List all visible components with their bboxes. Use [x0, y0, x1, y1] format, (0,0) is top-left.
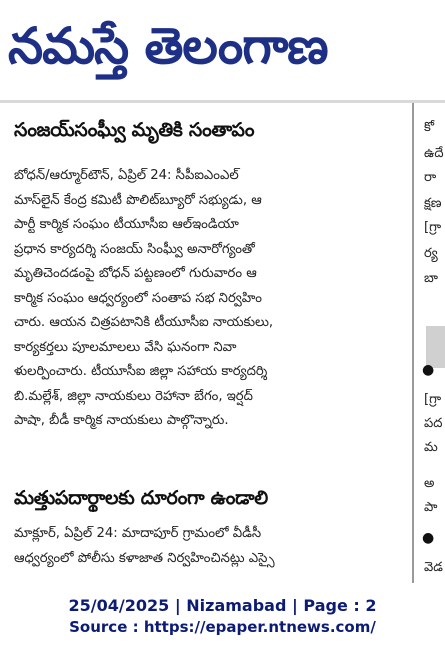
bullet-icon: ● — [422, 530, 435, 546]
column-divider — [412, 103, 414, 583]
article-line: మాస్‌లైన్ కేంద్ర కమిటీ పొలిట్‌బ్యూరో సభ్యుడు, ఆ — [14, 192, 262, 208]
edition-info: 25/04/2025 | Nizamabad | Page : 2 — [68, 596, 377, 615]
article-headline: మత్తుపదార్థాలకు దూరంగా ఉండాలి — [14, 487, 268, 509]
column-text-fragment: పద — [424, 416, 443, 431]
bullet-icon: ● — [422, 362, 435, 378]
article-drugs-awareness — [14, 484, 406, 571]
article-line: ప్రధాన కార్యదర్శి సంజయ్ సింఘ్వీ అనారోగ్యంతో — [14, 241, 255, 257]
article-line: ళులర్పించారు. టీయూసీఐ జిల్లా సహాయ కార్యదర్శి — [14, 364, 268, 379]
article-line: కార్యకర్తలు పూలమాలలు వేసి ఘనంగా నివా — [14, 339, 237, 355]
column-text-fragment: రా — [424, 170, 437, 185]
column-text-fragment: ర్య — [424, 246, 438, 261]
column-text-fragment: మ — [424, 440, 438, 455]
column-text-fragment: ఉదే — [424, 146, 444, 161]
article-body — [14, 522, 406, 571]
column-text-fragment: బా — [424, 271, 438, 286]
column-text-fragment: వెడ — [424, 560, 443, 575]
article-line: ఆధ్వర్యంలో పోలీసు కళాజాత నిర్వహించినట్లు ఎస్సై — [14, 550, 275, 566]
column-text-fragment: పా — [424, 500, 438, 515]
newspaper-logo: నమస్తే తెలంగాణ — [8, 17, 328, 75]
article-headline: సంజయ్‌సంఘ్వీ మృతికి సంతాపం — [14, 119, 255, 141]
article-line: కార్మిక సంఘం ఆధ్వర్యంలో సంతాప సభ నిర్వహిం — [14, 290, 262, 306]
article-line: మాక్లూర్, ఏప్రిల్ 24: మాదాపూర్ గ్రామంలో వీడీసీ — [14, 526, 262, 541]
article-line: పాషా, బీడీ కార్మిక నాయకులు పాల్గొన్నారు. — [14, 413, 229, 428]
masthead — [0, 0, 445, 92]
adjacent-column-fragment — [418, 104, 445, 584]
column-text-fragment: [గ్రా — [424, 220, 442, 235]
article-body — [14, 164, 406, 434]
page-footer — [0, 584, 445, 656]
column-text-fragment: అ — [424, 476, 435, 491]
article-sanjay-singhvi — [14, 116, 406, 434]
article-line: పార్టీ కార్మిక సంఘం టీయూసీఐ ఆల్‌ఇండియా — [14, 217, 239, 232]
article-line: బోధన్/ఆర్మూర్‌టౌన్, ఏప్రిల్ 24: సీపీఐఎంఎల్ — [14, 168, 239, 183]
article-line: చారు. ఆయన చిత్రపటానికి టీయూసీఐ నాయకులు, — [14, 315, 274, 330]
source-link: Source : https://epaper.ntnews.com/ — [69, 618, 376, 636]
column-text-fragment: [గ్రా — [424, 392, 442, 407]
column-text-fragment: క్షణ — [424, 196, 442, 211]
article-line: బి.మల్లేశ్, జిల్లా నాయకులు రెహానా బేగం, ఇర్షద్ — [14, 388, 253, 404]
article-line: మృతిచెందడంపై బోధన్ పట్టణంలో గురువారం ఆ — [14, 266, 257, 281]
column-text-fragment: కో — [424, 120, 435, 135]
header-rule — [0, 100, 445, 103]
